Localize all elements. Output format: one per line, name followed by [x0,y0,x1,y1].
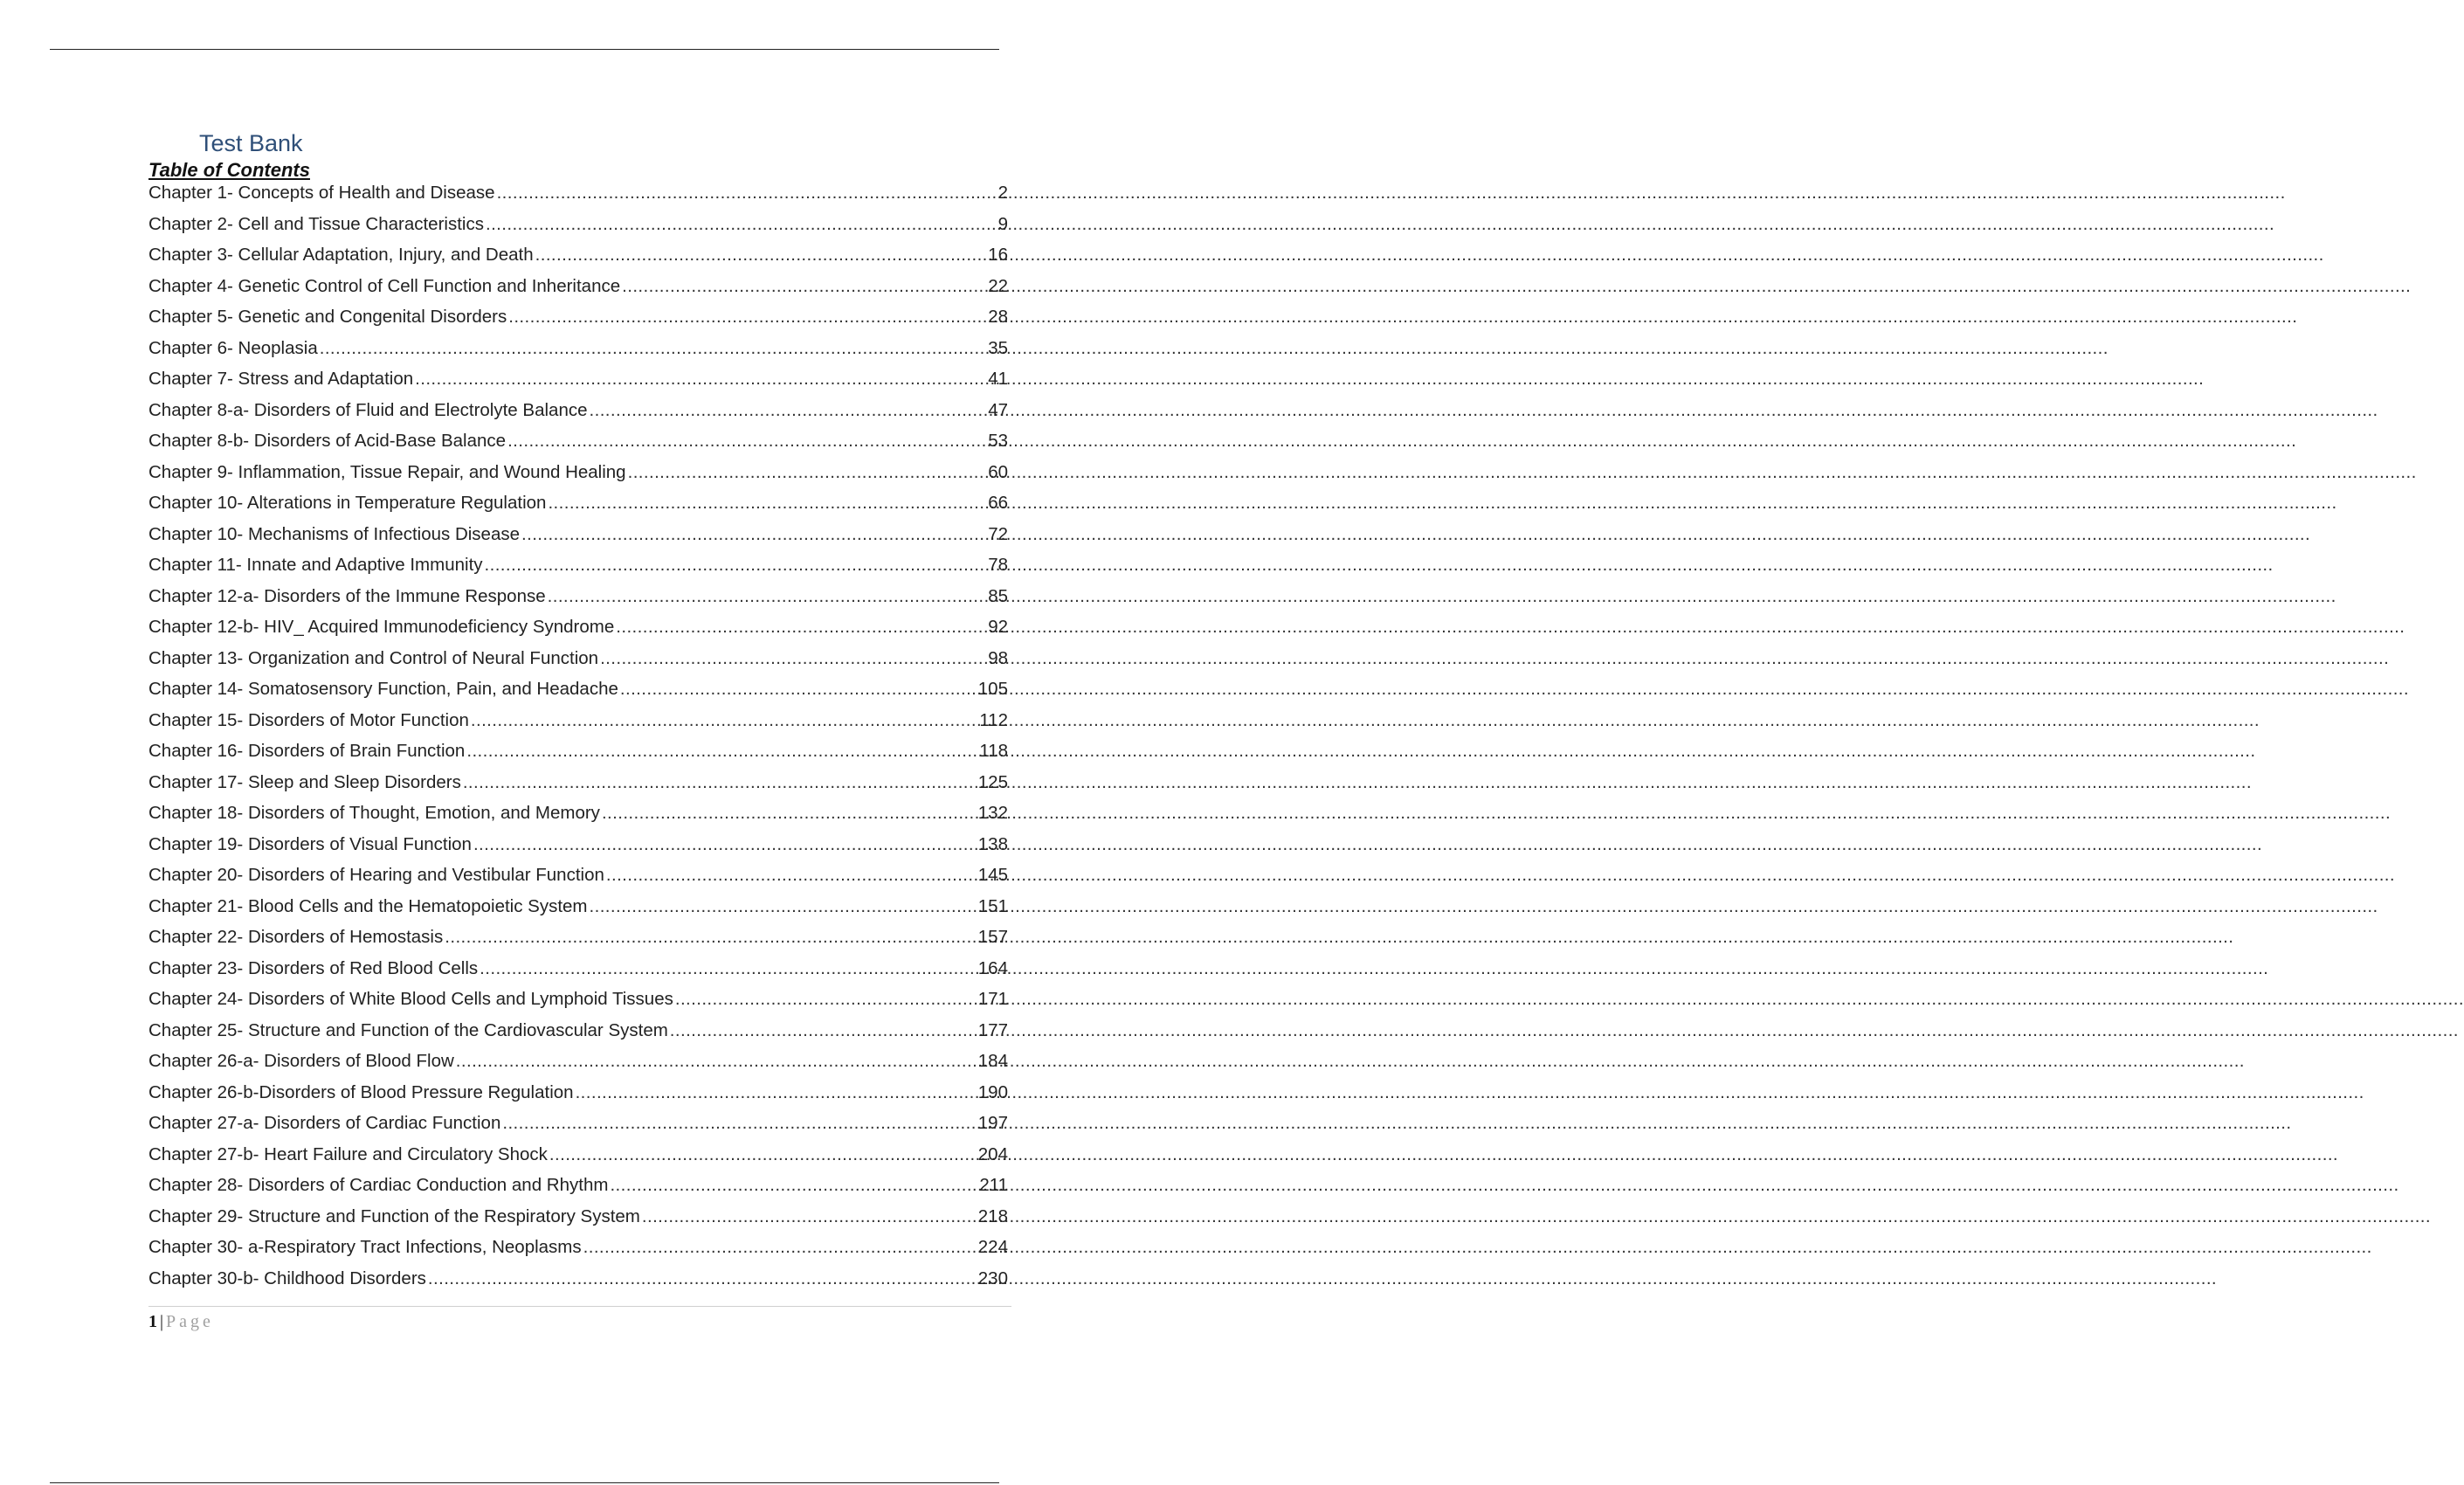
toc-entry-page: 98 [988,647,1008,668]
toc-dot-leader [466,739,977,763]
toc-entry[interactable] [148,553,1008,584]
toc-entry-label: Chapter 21- Blood Cells and the Hematopoietic System [148,895,588,916]
toc-entry[interactable] [148,863,1008,894]
toc-entry[interactable] [148,491,1008,522]
toc-dot-leader [610,1173,977,1198]
toc-entry[interactable] [148,274,1008,306]
toc-dot-leader [507,429,986,453]
toc-entry-page: 22 [988,275,1008,296]
toc-entry-label: Chapter 19- Disorders of Visual Function [148,833,472,854]
toc-entry-label: Chapter 4- Genetic Control of Cell Function and Inheritance [148,275,621,296]
toc-entry[interactable] [148,646,1008,678]
toc-entry[interactable] [148,957,1008,988]
toc-entry-page: 92 [988,617,1008,637]
footer-rule [148,1306,1011,1307]
toc-dot-leader [471,708,977,733]
toc-entry[interactable] [148,181,1008,212]
toc-entry-label: Chapter 3- Cellular Adaptation, Injury, and Death [148,245,534,265]
toc-entry-page: 218 [977,1205,1008,1226]
toc-dot-leader [415,367,986,391]
toc-entry-page: 35 [988,337,1008,358]
toc-dot-leader [642,1205,977,1229]
toc-entry-label: Chapter 7- Stress and Adaptation [148,369,414,389]
toc-entry-label: Chapter 20- Disorders of Hearing and Vestibular Function [148,865,604,885]
toc-entry-page: 53 [988,431,1008,451]
toc-entry-label: Chapter 6- Neoplasia [148,337,318,358]
toc-entry[interactable] [148,987,1008,1019]
toc-dot-leader [670,1019,977,1043]
toc-entry[interactable] [148,770,1008,802]
toc-entry[interactable] [148,708,1008,740]
toc-entry-page: 138 [977,833,1008,854]
toc-entry-page: 66 [988,493,1008,513]
toc-entry[interactable] [148,894,1008,926]
toc-entry[interactable] [148,925,1008,957]
toc-entry-label: Chapter 18- Disorders of Thought, Emotion, and Memory [148,803,600,823]
toc-entry-page: 2 [997,183,1008,203]
toc-entry-label: Chapter 17- Sleep and Sleep Disorders [148,771,461,792]
toc-entry-page: 145 [977,865,1008,885]
toc-entry-label: Chapter 11- Innate and Adaptive Immunity [148,555,483,575]
toc-entry-label: Chapter 10- Mechanisms of Infectious Disease [148,523,521,544]
toc-entry-page: 16 [988,245,1008,265]
toc-entry[interactable] [148,1019,1008,1050]
toc-entry-page: 85 [988,585,1008,606]
toc-dot-leader [445,925,977,950]
toc-entry-page: 105 [977,679,1008,699]
toc-entry-label: Chapter 25- Structure and Function of the Cardiovascular System [148,1019,668,1040]
toc-entry-label: Chapter 26-a- Disorders of Blood Flow [148,1051,454,1071]
toc-entry-label: Chapter 5- Genetic and Congenital Disorders [148,307,507,327]
toc-entry-label: Chapter 13- Organization and Control of Neural Function [148,647,599,668]
toc-dot-leader [675,987,977,1012]
toc-entry-label: Chapter 27-a- Disorders of Cardiac Function [148,1113,501,1133]
toc-dot-leader [521,522,986,547]
toc-entry-label: Chapter 10- Alterations in Temperature Regulation [148,493,547,513]
toc-entry-page: 125 [977,771,1008,792]
table-of-contents [148,181,1008,1297]
toc-entry-label: Chapter 9- Inflammation, Tissue Repair, and Wound Healing [148,461,626,482]
document-title: Test Bank [199,130,303,156]
toc-entry-page: 112 [979,709,1008,730]
toc-entry-label: Chapter 29- Structure and Function of the Respiratory System [148,1205,640,1226]
toc-entry-label: Chapter 1- Concepts of Health and Disease [148,183,495,203]
toc-dot-leader [576,1081,977,1105]
toc-dot-leader [497,181,997,205]
footer-page-number: 1 [148,1312,157,1331]
toc-dot-leader [602,801,977,825]
toc-entry-page: 78 [988,555,1008,575]
toc-dot-leader [320,336,986,361]
toc-entry-page: 224 [977,1237,1008,1257]
toc-dot-leader [473,832,977,857]
toc-entry[interactable] [148,522,1008,554]
toc-dot-leader [622,274,986,299]
toc-dot-leader [548,491,986,515]
toc-entry-page: 47 [988,399,1008,420]
toc-dot-leader [616,615,986,639]
toc-dot-leader [590,894,977,919]
toc-entry[interactable] [148,1143,1008,1174]
toc-dot-leader [508,305,986,329]
toc-entry-label: Chapter 15- Disorders of Motor Function [148,709,469,730]
toc-entry[interactable] [148,801,1008,832]
toc-entry-label: Chapter 26-b-Disorders of Blood Pressure Regulation [148,1081,574,1102]
toc-entry[interactable] [148,336,1008,368]
footer-separator: | [160,1312,164,1331]
toc-entry[interactable] [148,460,1008,492]
toc-entry[interactable] [148,1205,1008,1236]
toc-dot-leader [463,770,977,795]
toc-dot-leader [549,1143,977,1167]
toc-entry[interactable] [148,584,1008,616]
toc-dot-leader [485,553,987,577]
toc-dot-leader [600,646,986,671]
toc-entry-page: 164 [977,957,1008,978]
toc-dot-leader [480,957,977,981]
toc-entry-page: 171 [977,989,1008,1009]
toc-dot-leader [428,1267,977,1291]
toc-entry-label: Chapter 30- a-Respiratory Tract Infections, Neoplasms [148,1237,582,1257]
toc-entry[interactable] [148,1081,1008,1112]
toc-entry[interactable] [148,739,1008,770]
toc-entry-label: Chapter 30-b- Childhood Disorders [148,1267,426,1288]
toc-dot-leader [606,863,977,888]
toc-entry[interactable] [148,677,1008,708]
toc-entry[interactable] [148,1235,1008,1267]
toc-entry-label: Chapter 2- Cell and Tissue Characteristics [148,213,484,234]
toc-entry-label: Chapter 23- Disorders of Red Blood Cells [148,957,479,978]
footer-page-word: Page [166,1312,214,1331]
toc-entry-page: 41 [988,369,1008,389]
toc-entry-page: 204 [977,1143,1008,1164]
toc-entry-page: 28 [988,307,1008,327]
toc-entry[interactable] [148,1267,1008,1298]
toc-entry[interactable] [148,398,1008,430]
toc-entry-page: 60 [988,461,1008,482]
toc-heading: Table of Contents [148,159,310,181]
toc-entry-page: 190 [977,1081,1008,1102]
toc-entry[interactable] [148,212,1008,244]
toc-entry-label: Chapter 22- Disorders of Hemostasis [148,927,444,947]
toc-dot-leader [583,1235,977,1260]
bottom-page-rule [50,1482,999,1483]
toc-entry-label: Chapter 14- Somatosensory Function, Pain, and Headache [148,679,618,699]
page-footer [148,1310,214,1333]
toc-entry-label: Chapter 8-a- Disorders of Fluid and Electrolyte Balance [148,399,588,420]
toc-entry-label: Chapter 12-b- HIV_ Acquired Immunodeficiency Syndrome [148,617,615,637]
toc-entry[interactable] [148,615,1008,646]
toc-entry[interactable] [148,832,1008,864]
toc-entry-page: 157 [977,927,1008,947]
toc-entry-page: 197 [977,1113,1008,1133]
toc-entry-label: Chapter 12-a- Disorders of the Immune Response [148,585,546,606]
toc-entry-label: Chapter 8-b- Disorders of Acid-Base Balance [148,431,507,451]
toc-dot-leader [502,1111,976,1136]
toc-dot-leader [456,1049,977,1074]
toc-entry-page: 177 [977,1019,1008,1040]
toc-entry[interactable] [148,1173,1008,1205]
toc-entry-page: 118 [979,741,1008,761]
toc-entry-label: Chapter 27-b- Heart Failure and Circulatory Shock [148,1143,548,1164]
toc-dot-leader [535,243,987,267]
toc-entry-page: 72 [988,523,1008,544]
toc-dot-leader [628,460,987,485]
toc-entry[interactable] [148,1049,1008,1081]
toc-entry[interactable] [148,305,1008,336]
toc-entry-label: Chapter 24- Disorders of White Blood Cells and Lymphoid Tissues [148,989,673,1009]
toc-entry[interactable] [148,1111,1008,1143]
toc-entry-page: 211 [979,1175,1008,1195]
toc-dot-leader [620,677,977,701]
toc-dot-leader [548,584,987,609]
toc-entry[interactable] [148,367,1008,398]
top-page-rule [50,49,999,50]
toc-entry-page: 132 [977,803,1008,823]
toc-dot-leader [590,398,987,423]
toc-entry[interactable] [148,243,1008,274]
toc-entry-page: 151 [977,895,1008,916]
toc-entry-page: 230 [977,1267,1008,1288]
toc-entry-label: Chapter 28- Disorders of Cardiac Conduction and Rhythm [148,1175,609,1195]
toc-entry[interactable] [148,429,1008,460]
toc-dot-leader [486,212,997,237]
toc-entry-page: 9 [997,213,1008,234]
toc-entry-page: 184 [977,1051,1008,1071]
toc-entry-label: Chapter 16- Disorders of Brain Function [148,741,466,761]
